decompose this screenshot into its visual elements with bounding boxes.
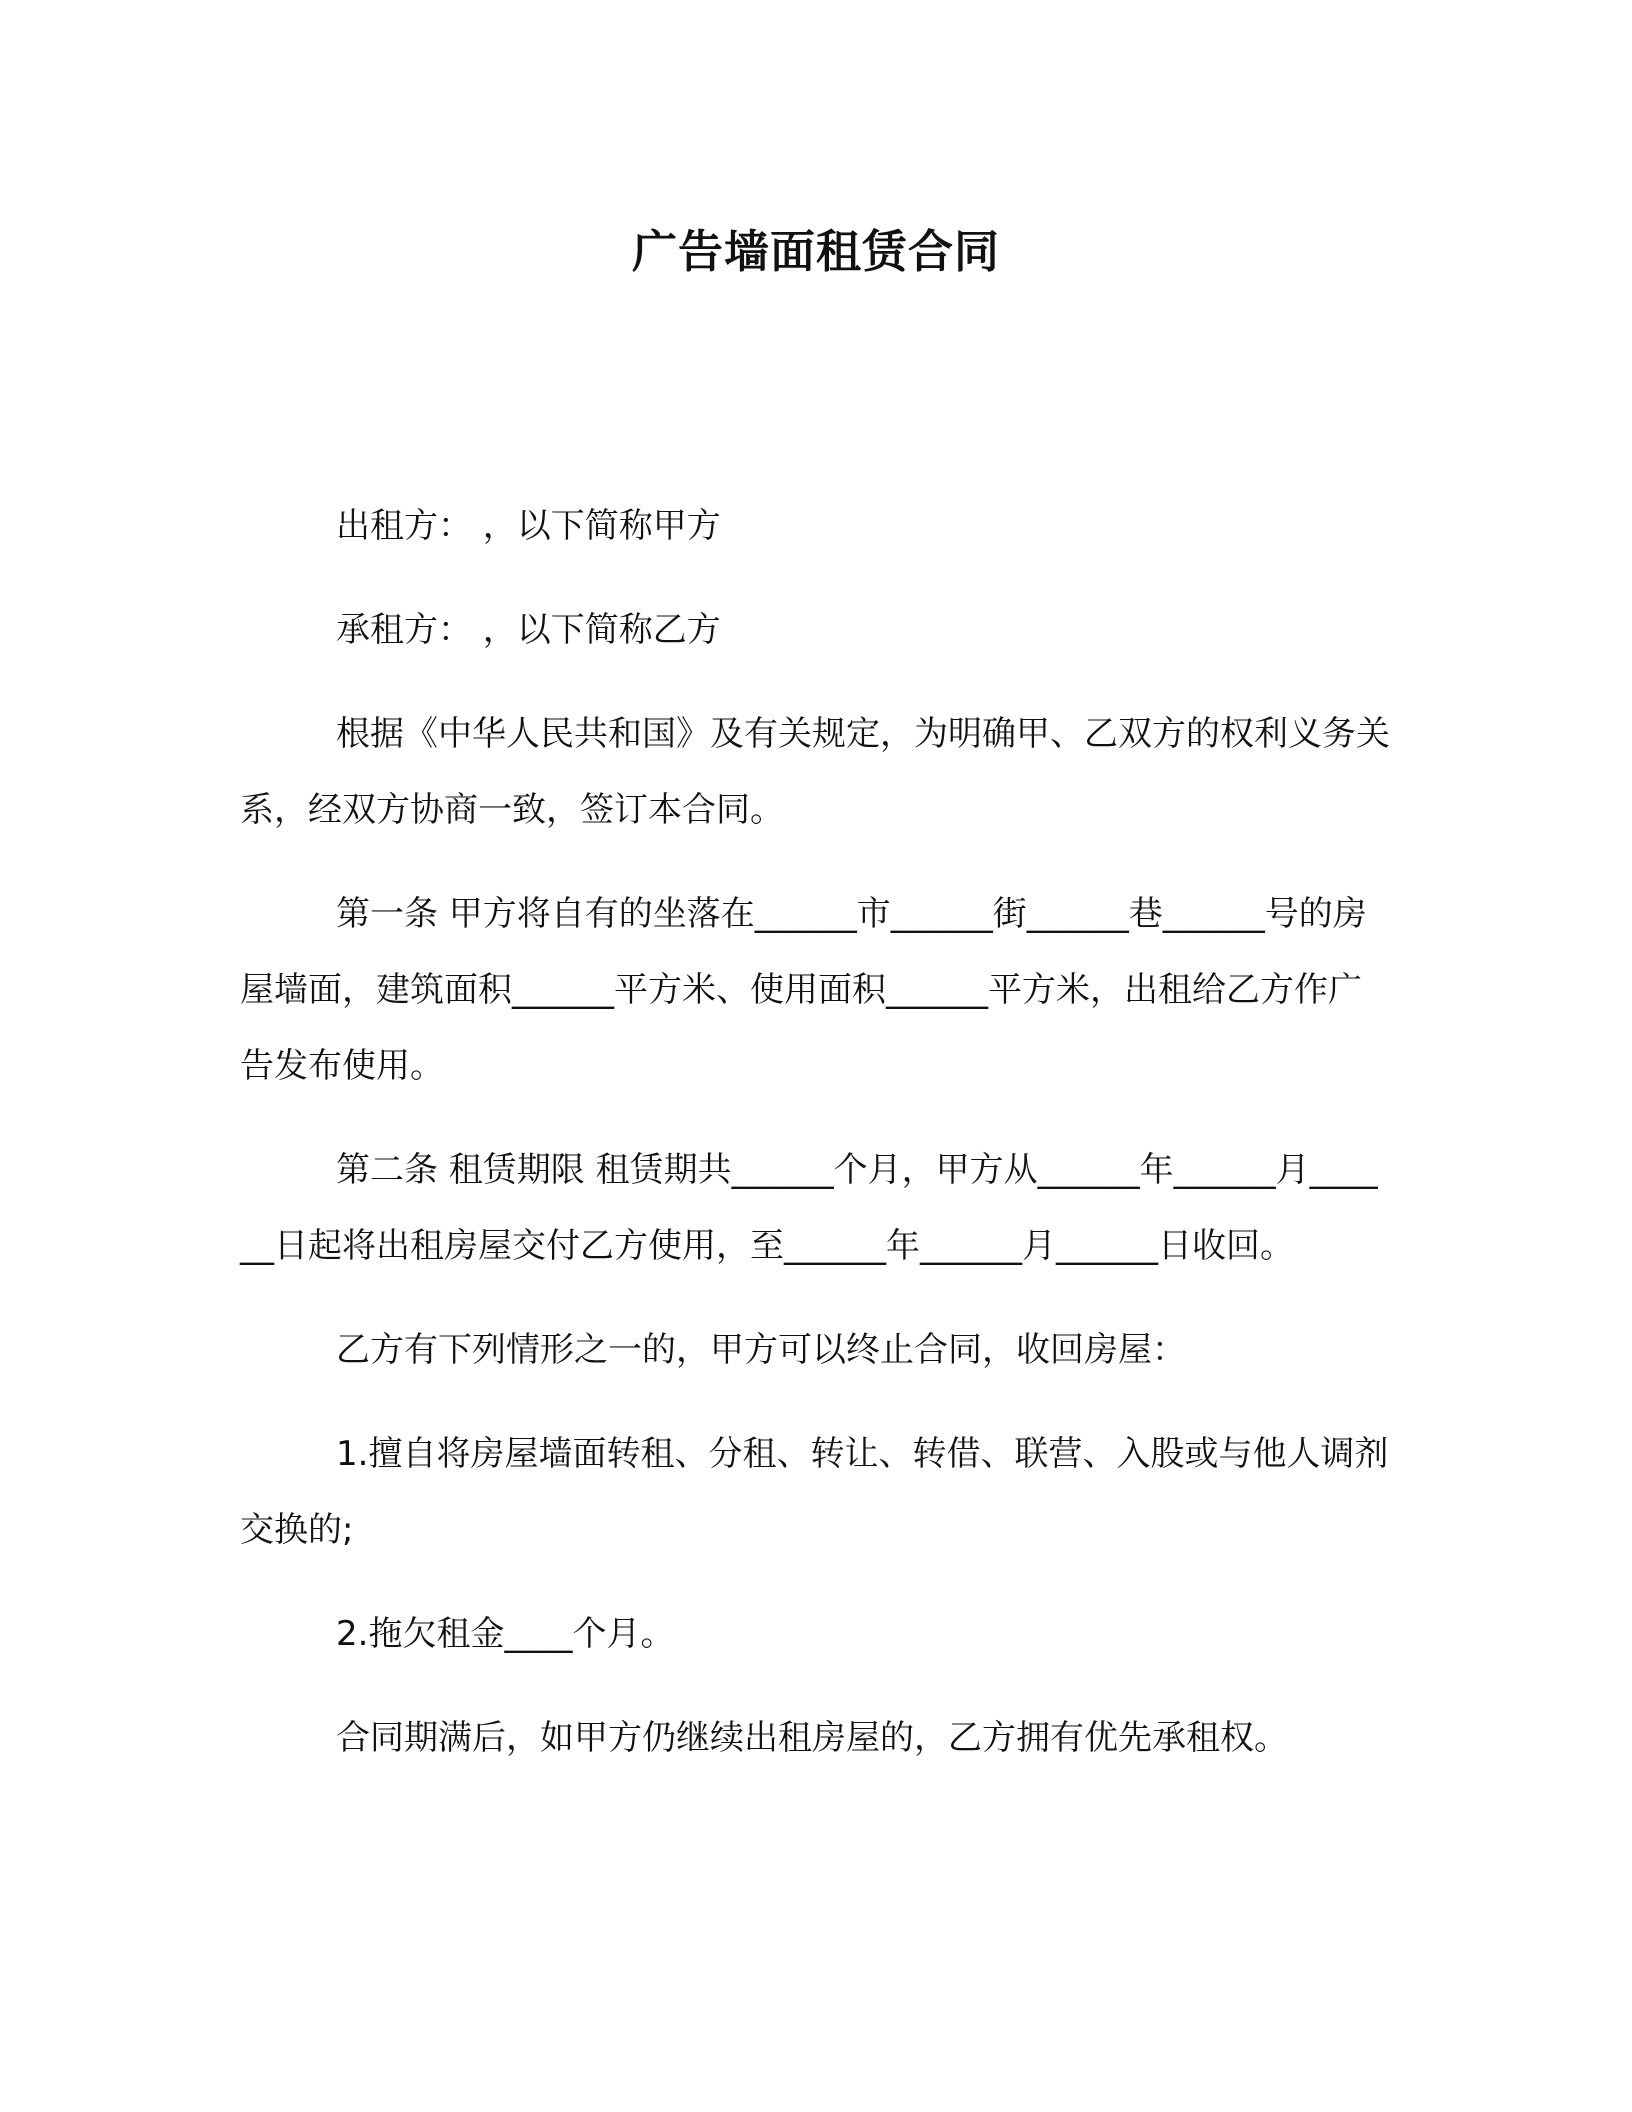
termination-intro: 乙方有下列情形之一的，甲方可以终止合同，收回房屋： (336, 1330, 1186, 1370)
lessee-line: 承租方： ，以下简称乙方 (336, 610, 721, 650)
document-body (240, 488, 1392, 1804)
document-title: 广告墙面租赁合同 (631, 225, 1000, 278)
lessor-line: 出租方： ，以下简称甲方 (336, 506, 721, 546)
article-2-paragraph: 第二条 租赁期限 租赁期共______个月，甲方从______年______月______日起将出租房屋交付乙方使用，至______年______月______日收回。 (240, 1150, 1378, 1266)
termination-item-2: 2.拖欠租金____个月。 (336, 1614, 675, 1654)
preamble-paragraph: 根据《中华人民共和国》及有关规定，为明确甲、乙双方的权利义务关系，经双方协商一致，签订本合同。 (240, 714, 1390, 830)
termination-item-1: 1.擅自将房屋墙面转租、分租、转让、转借、联营、入股或与他人调剂交换的; (240, 1434, 1389, 1550)
article-1-paragraph: 第一条 甲方将自有的坐落在______市______街______巷______号的房屋墙面，建筑面积______平方米、使用面积______平方米，出租给乙方作广告发布使用。 (240, 894, 1367, 1086)
priority-renewal-paragraph: 合同期满后，如甲方仍继续出租房屋的，乙方拥有优先承租权。 (336, 1718, 1288, 1758)
